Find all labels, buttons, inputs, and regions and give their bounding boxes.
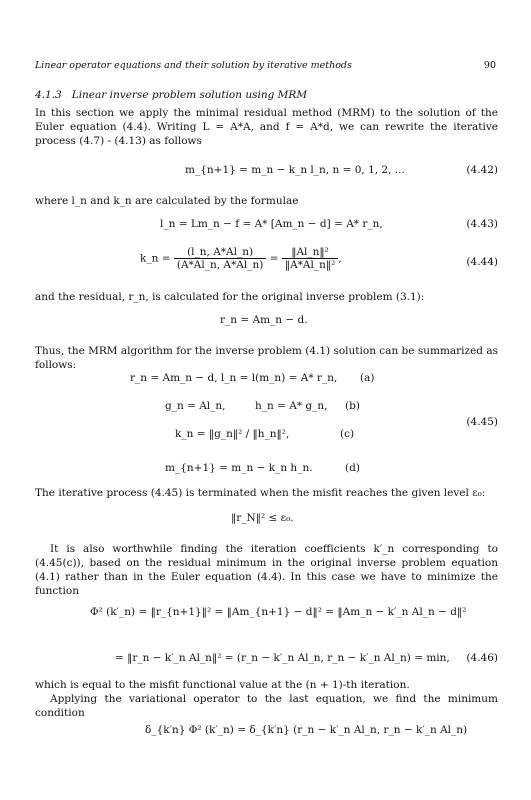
paragraph-algorithm-intro: Thus, the MRM algorithm for the inverse problem (4.1) solution can be summarized as follows: <box>35 345 498 371</box>
fraction-inner-products <box>174 246 266 271</box>
equation-body: Φ² (k′_n) = ‖r_{n+1}‖² = ‖Am_{n+1} − d‖² = ‖Am_n − k′_n Al_n − d‖² <box>90 606 467 618</box>
equation-number: (4.43) <box>466 218 498 230</box>
page-number: 90 <box>483 60 496 71</box>
step-label-c: (c) <box>340 428 355 440</box>
algorithm-4-45 <box>35 372 498 472</box>
step-label-a: (a) <box>360 372 375 384</box>
running-title: Linear operator equations and their solution by iterative methods <box>35 60 352 71</box>
paragraph-termination: The iterative process (4.45) is terminated when the misfit reaches the given level ε₀: <box>35 487 486 499</box>
fraction-denominator: (A*Al_n, A*Al_n) <box>176 259 264 271</box>
equation-stop-criterion <box>35 512 498 526</box>
fraction-norms <box>282 246 342 271</box>
equation-4-43 <box>35 218 498 232</box>
running-header <box>35 60 496 74</box>
fraction-numerator: (l_n, A*Al_n) <box>174 246 266 259</box>
fraction-denominator: ‖A*Al_n‖² <box>284 259 336 271</box>
step-label-d: (d) <box>345 462 360 474</box>
equation-body: δ_{k′n} Φ² (k′_n) = δ_{k′n} (r_n − k′_n Al_n, r_n − k′_n Al_n) <box>145 724 468 736</box>
equation-minimum-condition <box>35 724 498 738</box>
paragraph-intro: In this section we apply the minimal residual method (MRM) to the solution of the Euler equation (4.4). Writing L = A*A, and f = A*d, we can rewrite the iterative process (4.7) - (4.13) as follows <box>35 107 498 147</box>
equation-body: ‖r_N‖² ≤ ε₀. <box>231 512 294 524</box>
algorithm-step-b-g: g_n = Al_n, <box>165 400 226 412</box>
algorithm-step-c: k_n = ‖g_n‖² / ‖h_n‖², <box>175 428 290 440</box>
section-title: Linear inverse problem solution using MRM <box>71 89 308 101</box>
equation-number: (4.44) <box>466 256 498 268</box>
equation-number: (4.42) <box>466 164 498 176</box>
algorithm-step-b-h: h_n = A* g_n, <box>255 400 328 412</box>
equation-number: (4.46) <box>466 652 498 664</box>
paragraph-variational: Applying the variational operator to the last equation, we find the minimum condition <box>35 693 498 719</box>
section-heading <box>35 89 307 101</box>
algorithm-step-d: m_{n+1} = m_n − k_n h_n. <box>165 462 313 474</box>
equation-4-44 <box>35 244 498 282</box>
equation-4-42 <box>35 164 498 178</box>
algorithm-step-a: r_n = Am_n − d, l_n = l(m_n) = A* r_n, <box>130 372 338 384</box>
equation-body: = ‖r_n − k′_n Al_n‖² = (r_n − k′_n Al_n, r_n − k′_n Al_n) = min, <box>115 652 450 664</box>
equation-4-46-first-line <box>35 606 498 620</box>
equals-sign: = <box>269 252 279 265</box>
fraction-numerator: ‖Al_n‖² <box>282 246 339 259</box>
equation-body <box>140 246 342 271</box>
equation-4-46-second-line <box>35 652 498 666</box>
equation-number: (4.45) <box>466 416 498 428</box>
paragraph-iteration-coefficients: It is also worthwhile finding the iteration coefficients k′_n corresponding to (4.45(c)), based on the residual minimum in the original inverse problem equation (4.1) rather than in the Euler equation (4.4). In this case we have to minimize the function <box>35 543 498 597</box>
equation-body: m_{n+1} = m_n − k_n l_n, n = 0, 1, 2, ... <box>185 164 405 176</box>
step-label-b: (b) <box>345 400 360 412</box>
paragraph-misfit-value: which is equal to the misfit functional value at the (n + 1)-th iteration. <box>35 679 410 691</box>
equation-end-punct: , <box>338 252 342 265</box>
paragraph-residual: and the residual, r_n, is calculated for the original inverse problem (3.1): <box>35 291 425 303</box>
paragraph-formulae: where l_n and k_n are calculated by the formulae <box>35 195 299 207</box>
equation-body: l_n = Lm_n − f = A* [Am_n − d] = A* r_n, <box>160 218 383 230</box>
section-number: 4.1.3 <box>35 89 62 101</box>
equation-lhs: k_n = <box>140 252 171 265</box>
equation-body: r_n = Am_n − d. <box>220 314 308 326</box>
equation-residual <box>35 314 498 328</box>
